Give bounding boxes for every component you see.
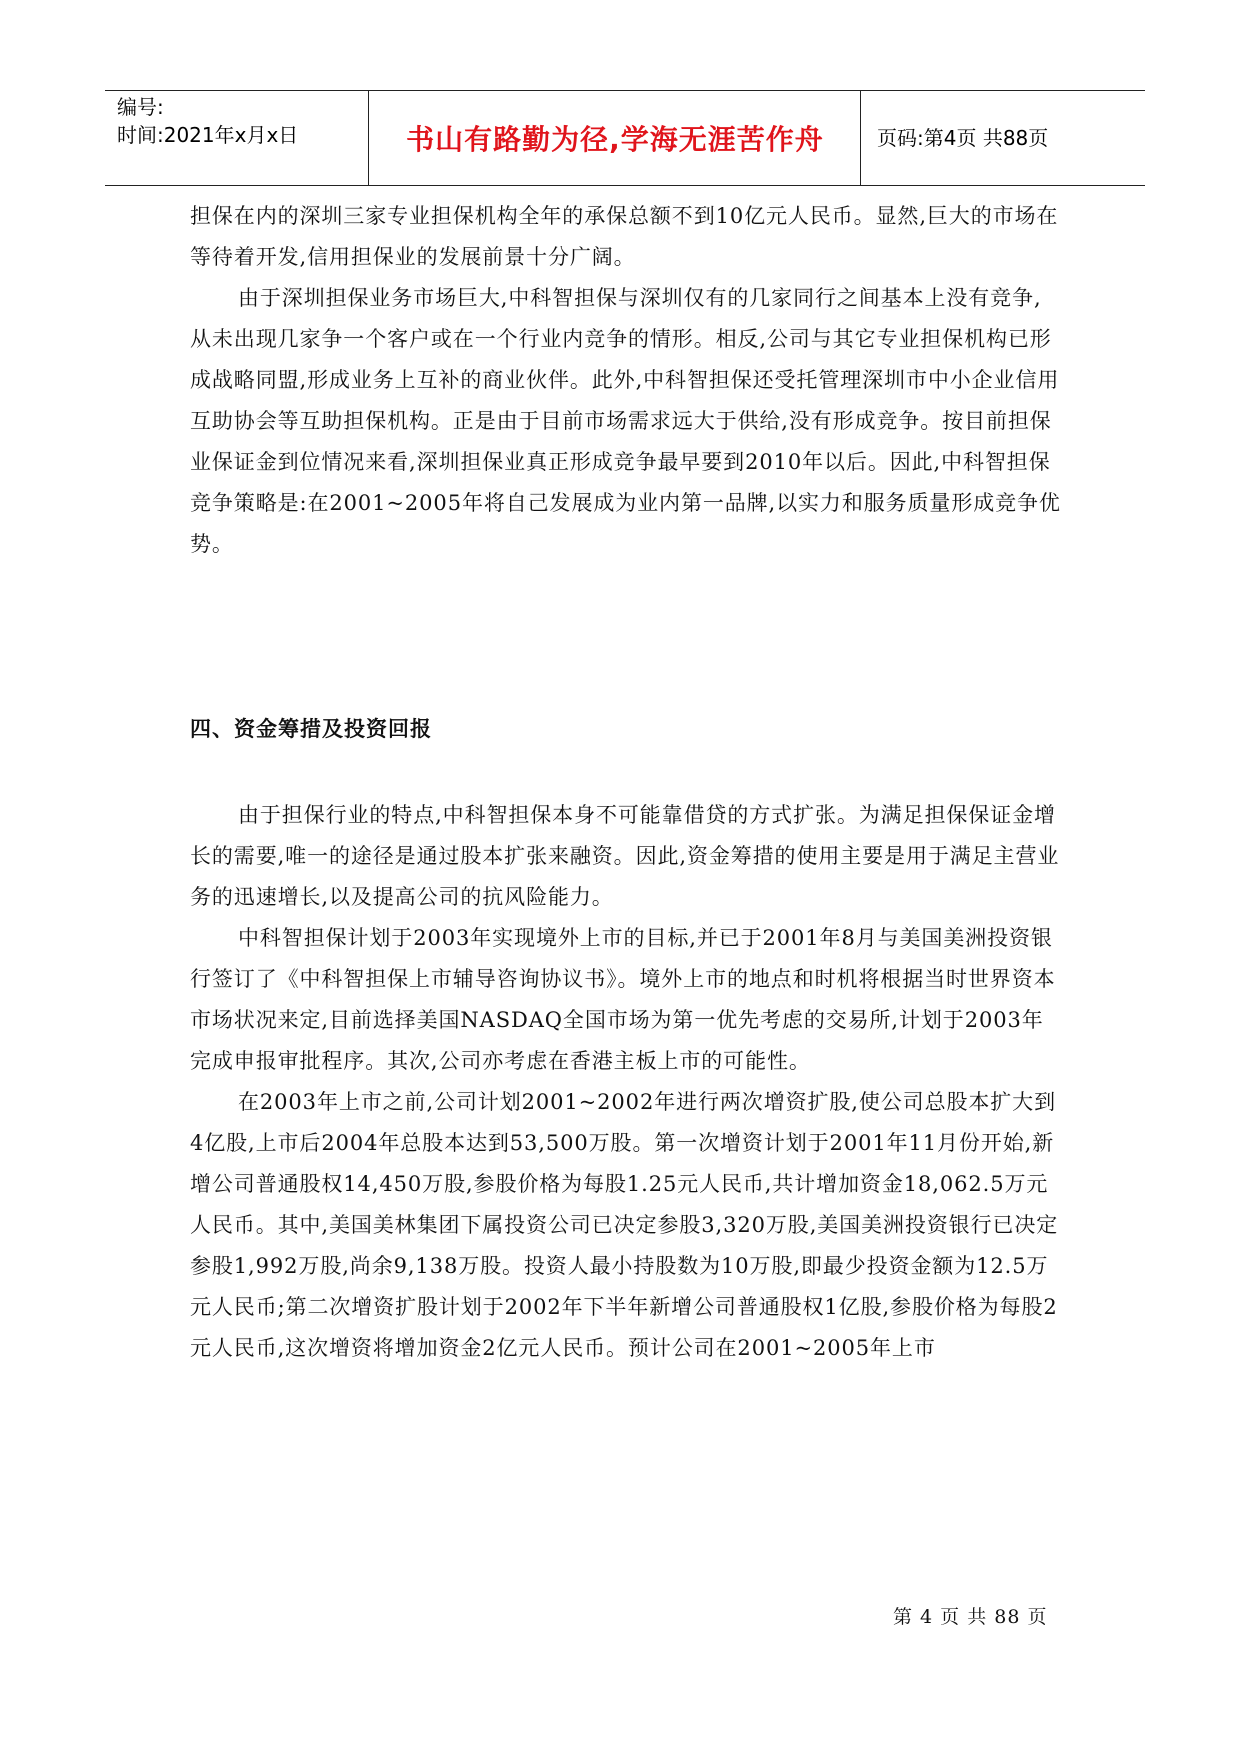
page-footer: 第 4 页 共 88 页 <box>893 1606 1048 1628</box>
paragraph: 中科智担保计划于2003年实现境外上市的目标,并已于2001年8月与美国美洲投资银行签订了《中科智担保上市辅导咨询协议书》。境外上市的地点和时机将根据当时世界资本市场状况来定,目前选择美国NASDAQ全国市场为第一优先考虑的交易所,计划于2003年完成申报审批程序。其次,公司亦考虑在香港主板上市的可能性。 <box>190 926 1056 1073</box>
paragraph: 担保在内的深圳三家专业担保机构全年的承保总额不到10亿元人民币。显然,巨大的市场在等待着开发,信用担保业的发展前景十分广阔。 <box>190 204 1059 269</box>
header-motto: 书山有路勤为径,学海无涯苦作舟 <box>406 123 824 156</box>
body-section-bottom <box>190 795 1062 1369</box>
paragraph: 在2003年上市之前,公司计划2001~2002年进行两次增资扩股,使公司总股本扩大到4亿股,上市后2004年总股本达到53,500万股。第一次增资计划于2001年11月份开始,新增公司普通股权14,450万股,参股价格为每股1.25元人民币,共计增加资金18,062.5万元人民币。其中,美国美林集团下属投资公司已决定参股3,320万股,美国美洲投资银行已决定参股1,992万股,尚余9,138万股。投资人最小持股数为10万股,即最少投资金额为12.5万元人民币;第二次增资扩股计划于2002年下半年新增公司普通股权1亿股,参股价格为每股2元人民币,这次增资将增加资金2亿元人民币。预计公司在2001~2005年上市 <box>190 1090 1059 1360</box>
document-time-label: 时间:2021年x月x日 <box>117 123 299 147</box>
page-header <box>105 90 1145 186</box>
header-meta <box>117 93 367 149</box>
section-heading: 四、资金筹措及投资回报 <box>190 717 432 741</box>
body-section-top <box>190 196 1062 565</box>
paragraph: 由于深圳担保业务市场巨大,中科智担保与深圳仅有的几家同行之间基本上没有竞争,从未出现几家争一个客户或在一个行业内竞争的情形。相反,公司与其它专业担保机构已形成战略同盟,形成业务上互补的商业伙伴。此外,中科智担保还受托管理深圳市中小企业信用互助协会等互助担保机构。正是由于目前市场需求远大于供给,没有形成竞争。按目前担保业保证金到位情况来看,深圳担保业真正形成竞争最早要到2010年以后。因此,中科智担保竞争策略是:在2001~2005年将自己发展成为业内第一品牌,以实力和服务质量形成竞争优势。 <box>190 286 1061 556</box>
header-divider <box>860 91 861 185</box>
paragraph: 由于担保行业的特点,中科智担保本身不可能靠借贷的方式扩张。为满足担保保证金增长的需要,唯一的途径是通过股本扩张来融资。因此,资金筹措的使用主要是用于满足主营业务的迅速增长,以及提高公司的抗风险能力。 <box>190 803 1060 909</box>
header-page-number: 页码:第4页 共88页 <box>877 126 1049 150</box>
document-number-label: 编号: <box>117 95 164 119</box>
header-divider <box>368 91 369 185</box>
